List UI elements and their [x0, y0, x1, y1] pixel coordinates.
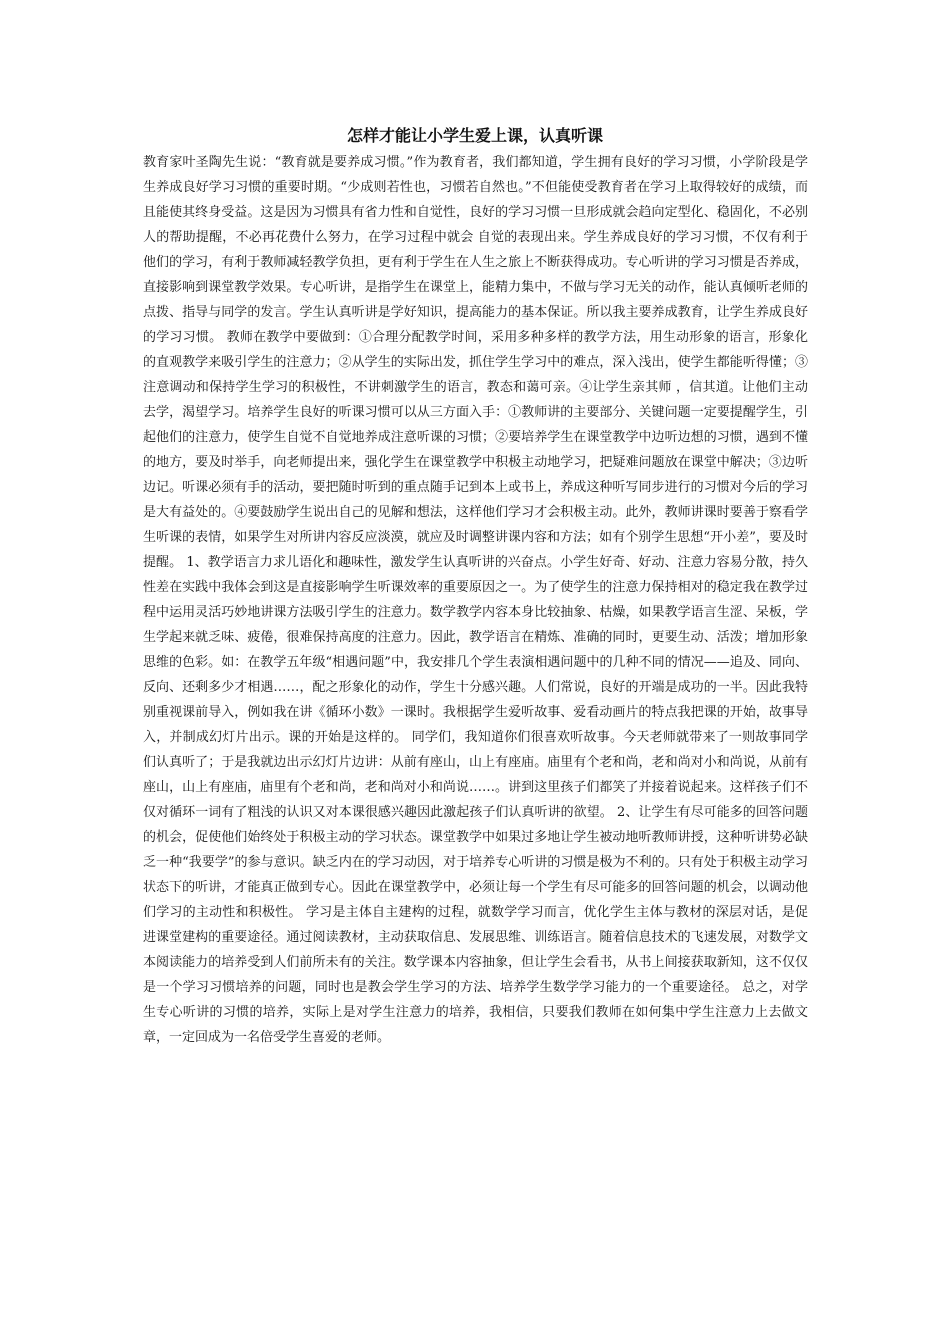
document-body-paragraph: 教育家叶圣陶先生说：“教育就是要养成习惯。”作为教育者，我们都知道，学生拥有良好的学习习惯，小学阶段是学生养成良好学习习惯的重要时期。“少成则若性也，习惯若自然也。”不但能使受教育者在学习上取得较好的成绩，而且能使其终身受益。这是因为习惯具有省力性和自觉性，良好的学习习惯一旦形成就会趋向定型化、稳固化，不必别人的帮助提醒，不必再花费什么努力，在学习过程中就会 自觉的表现出来。学生养成良好的学习习惯，不仅有利于他们的学习，有利于教师减轻教学负担，更有利于学生在人生之旅上不断获得成功。专心听讲的学习习惯是否养成，直接影响到课堂教学效果。专心听讲，是指学生在课堂上，能精力集中，不做与学习无关的动作，能认真倾听老师的点拨、指导与同学的发言。学生认真听讲是学好知识，提高能力的基本保证。所以我主要养成教育，让学生养成良好的学习习惯。 教师在教学中要做到：①合理分配教学时间，采用多种多样的教学方法，用生动形象的语言，形象化的直观教学来吸引学生的注意力；②从学生的实际出发，抓住学生学习中的难点，深入浅出，使学生都能听得懂；③注意调动和保持学生学习的积极性，不讲刺激学生的语言，教态和蔼可亲。④让学生亲其师 ，信其道。让他们主动去学，渴望学习。培养学生良好的听课习惯可以从三方面入手：①教师讲的主要部分、关键问题一定要提醒学生，引起他们的注意力，使学生自觉不自觉地养成注意听课的习惯；②要培养学生在课堂教学中边听边想的习惯，遇到不懂的地方，要及时举手，向老师提出来，强化学生在课堂教学中积极主动地学习，把疑难问题放在课堂中解决；③边听边记。听课必须有手的活动，要把随时听到的重点随手记到本上或书上，养成这种听写同步进行的习惯对今后的学习是大有益处的。④要鼓励学生说出自己的见解和想法，这样他们学习才会积极主动。此外，教师讲课时要善于察看学生听课的表情，如果学生对所讲内容反应淡漠，就应及时调整讲课内容和方法；如有个别学生思想“开小差”，要及时提醒。 1、教学语言力求儿语化和趣味性，激发学生认真听讲的兴奋点。小学生好奇、好动、注意力容易分散，持久性差在实践中我体会到这是直接影响学生听课效率的重要原因之一。为了使学生的注意力保持相对的稳定我在教学过程中运用灵活巧妙地讲课方法吸引学生的注意力。数学教学内容本身比较抽象、枯燥，如果教学语言生涩、呆板，学生学起来就乏味、疲倦，很难保持高度的注意力。因此，教学语言在精炼、准确的同时，更要生动、活泼；增加形象思维的色彩。如：在教学五年级“相遇问题”中，我安排几个学生表演相遇问题中的几种不同的情况——追及、同向、反向、还剩多少才相遇……，配之形象化的动作，学生十分感兴趣。人们常说，良好的开端是成功的一半。因此我特别重视课前导入，例如我在讲《循环小数》一课时。我根据学生爱听故事、爱看动画片的特点我把课的开始，故事导入，并制成幻灯片出示。课的开始是这样的。 同学们，我知道你们很喜欢听故事。今天老师就带来了一则故事同学们认真听了；于是我就边出示幻灯片边讲：从前有座山，山上有座庙。庙里有个老和尚，老和尚对小和尚说，从前有座山，山上有座庙，庙里有个老和尚，老和尚对小和尚说……。讲到这里孩子们都笑了并接着说起来。这样孩子们不仅对循环一词有了粗浅的认识又对本课很感兴趣因此激起孩子们认真听讲的欲望。 2、让学生有尽可能多的回答问题的机会，促使他们始终处于积极主动的学习状态。课堂教学中如果过多地让学生被动地听教师讲授，这种听讲势必缺乏一种“我要学”的参与意识。缺乏内在的学习动因，对于培养专心听讲的习惯是极为不利的。只有处于积极主动学习状态下的听讲，才能真正做到专心。因此在课堂教学中，必须让每一个学生有尽可能多的回答问题的机会，以调动他们学习的主动性和积极性。 学习是主体自主建构的过程，就数学学习而言，优化学生主体与教材的深层对话，是促进课堂建构的重要途径。通过阅读教材，主动获取信息、发展思维、训练语言。随着信息技术的飞速发展，对数学文本阅读能力的培养受到人们前所未有的关注。数学课本内容抽象，但让学生会看书，从书上间接获取新知，这不仅仅是一个学习习惯培养的问题，同时也是教会学生学习的方法、培养学生数学学习能力的一个重要途径。 总之，对学生专心听讲的习惯的培养，实际上是对学生注意力的培养，我相信，只要我们教师在如何集中学生注意力上去做文章，一定回成为一名倍受学生喜爱的老师。	[143, 155, 808, 1045]
document-title: 怎样才能让小学生爱上课，认真听课	[346, 126, 603, 145]
